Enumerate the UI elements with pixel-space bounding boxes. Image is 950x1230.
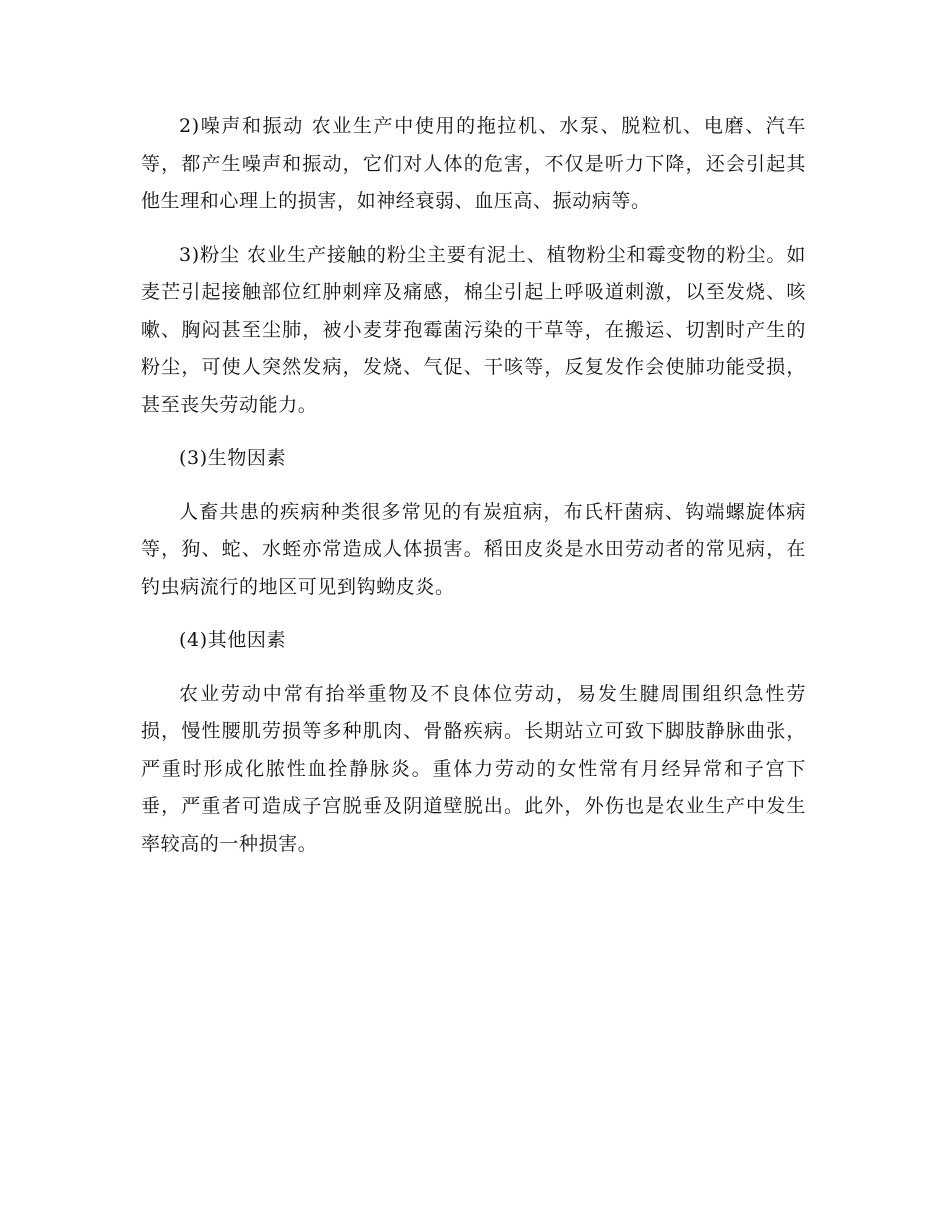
paragraph-dust: 3)粉尘 农业生产接触的粉尘主要有泥土、植物粉尘和霉变物的粉尘。如麦芒引起接触部位红肿刺痒及痛感，棉尘引起上呼吸道刺激，以至发烧、咳嗽、胸闷甚至尘肺，被小麦芽孢霉菌污染的干草等，在搬运、切割时产生的粉尘，可使人突然发病，发烧、气促、干咳等，反复发作会使肺功能受损，甚至丧失劳动能力。 [141,243,806,416]
section-heading-biological: (3)生物因素 [179,447,287,469]
document-page [141,108,806,879]
paragraph-noise-vibration: 2)噪声和振动 农业生产中使用的拖拉机、水泵、脱粒机、电磨、汽车等，都产生噪声和振动，它们对人体的危害，不仅是听力下降，还会引起其他生理和心理上的损害，如神经衰弱、血压高、振动病等。 [141,115,806,212]
paragraph-other: 农业劳动中常有抬举重物及不良体位劳动，易发生腱周围组织急性劳损，慢性腰肌劳损等多种肌肉、骨骼疾病。长期站立可致下脚肢静脉曲张，严重时形成化脓性血拴静脉炎。重体力劳动的女性常有月经异常和子宫下垂，严重者可造成子宫脱垂及阴道壁脱出。此外，外伤也是农业生产中发生率较高的一种损害。 [141,682,806,855]
section-heading-other: (4)其他因素 [179,629,287,651]
paragraph-biological: 人畜共患的疾病种类很多常见的有炭疽病，布氏杆菌病、钩端螺旋体病等，狗、蛇、水蛭亦常造成人体损害。稻田皮炎是水田劳动者的常见病，在钓虫病流行的地区可见到钩蚴皮炎。 [141,500,806,598]
